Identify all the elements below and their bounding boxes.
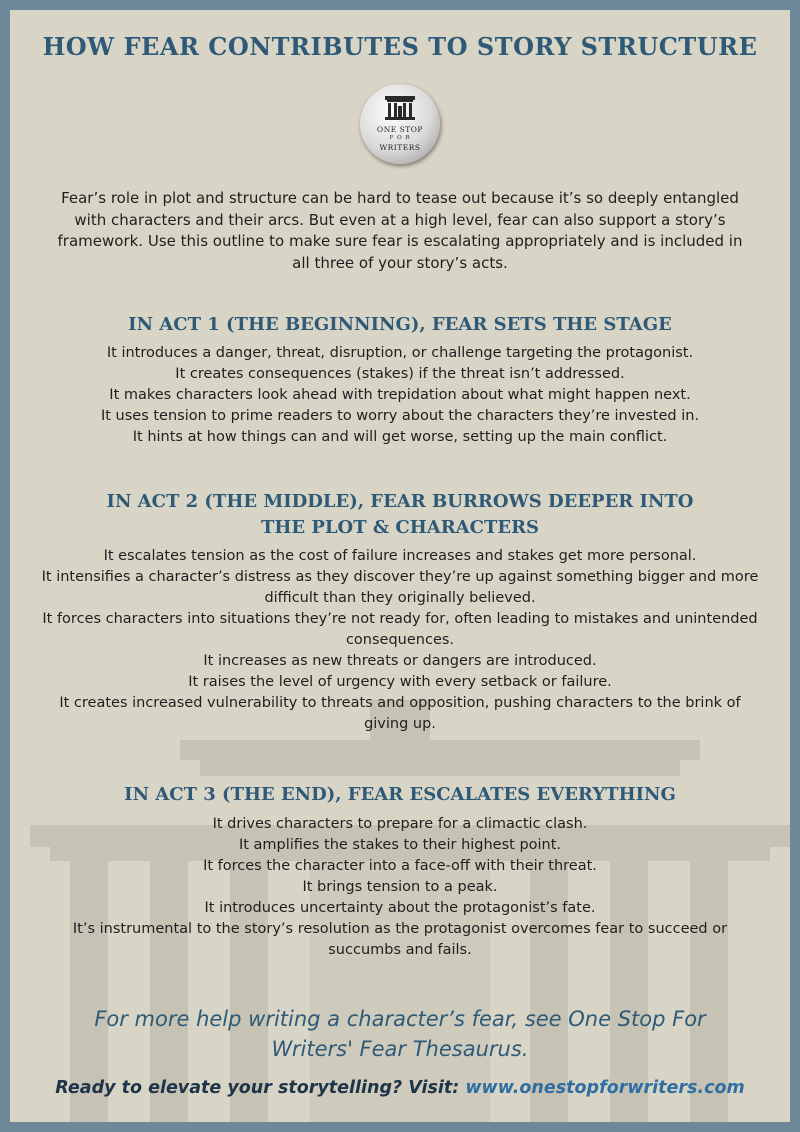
- list-item: It amplifies the stakes to their highest point.: [238, 837, 562, 853]
- list-item: It increases as new threats or dangers are introduced.: [203, 653, 597, 669]
- act-1-list: [30, 343, 770, 448]
- act-2-heading: [30, 489, 770, 541]
- infographic-page: [10, 10, 790, 1122]
- list-item: It uses tension to prime readers to worry about the characters they’re invested in.: [100, 408, 700, 424]
- act-3-heading: IN ACT 3 (THE END), FEAR ESCALATES EVERYTHING: [124, 784, 676, 805]
- logo-text-writers: WRITERS: [379, 143, 421, 152]
- list-item: It hints at how things can and will get worse, setting up the main conflict.: [132, 429, 668, 445]
- list-item: It escalates tension as the cost of failure increases and stakes get more personal.: [103, 548, 697, 564]
- one-stop-for-writers-logo[interactable]: [360, 84, 440, 164]
- list-item: It creates consequences (stakes) if the threat isn’t addressed.: [175, 366, 625, 382]
- act-2-heading-line-2: THE PLOT & CHARACTERS: [260, 517, 540, 538]
- list-item: It’s instrumental to the story’s resolution as the protagonist overcomes fear to succeed or succumbs and fails.: [72, 921, 728, 958]
- call-to-action: [10, 1078, 790, 1098]
- list-item: It makes characters look ahead with trepidation about what might happen next.: [109, 387, 691, 403]
- logo-text-one-stop: ONE STOP: [377, 125, 423, 134]
- list-item: It introduces uncertainty about the protagonist’s fate.: [204, 900, 596, 916]
- act-2-heading-line-1: IN ACT 2 (THE MIDDLE), FEAR BURROWS DEEPER INTO: [106, 491, 694, 512]
- list-item: It brings tension to a peak.: [302, 879, 498, 895]
- list-item: It creates increased vulnerability to threats and opposition, pushing characters to the brink of giving up.: [59, 695, 741, 732]
- list-item: It intensifies a character’s distress as they discover they’re up against something bigger and more difficult than they originally believed.: [41, 569, 759, 606]
- logo-text-for: F O R: [389, 135, 411, 141]
- list-item: It drives characters to prepare for a climactic clash.: [212, 816, 588, 832]
- act-3-list: [60, 814, 740, 961]
- list-item: It forces the character into a face-off with their threat.: [203, 858, 597, 874]
- page-title: HOW FEAR CONTRIBUTES TO STORY STRUCTURE: [42, 32, 758, 61]
- cta-text: Ready to elevate your storytelling? Visit:: [55, 1078, 460, 1098]
- list-item: It raises the level of urgency with every setback or failure.: [188, 674, 612, 690]
- act-2-list: [40, 546, 760, 735]
- building-logo-icon: [384, 94, 416, 122]
- intro-paragraph: Fear’s role in plot and structure can be hard to tease out because it’s so deeply entangled with characters and their arcs. But even at a high level, fear can also support a story’s framework. Use this outline to make sure fear is escalating appropriately and is included in all three of your story’s acts.: [57, 189, 743, 272]
- fear-thesaurus-note: For more help writing a character’s fear, see One Stop For Writers' Fear Thesaurus.: [94, 1007, 706, 1061]
- act-1-heading: IN ACT 1 (THE BEGINNING), FEAR SETS THE STAGE: [128, 314, 672, 335]
- website-link[interactable]: www.onestopforwriters.com: [465, 1078, 745, 1098]
- list-item: It forces characters into situations they’re not ready for, often leading to mistakes and unintended consequences.: [42, 611, 758, 648]
- list-item: It introduces a danger, threat, disruption, or challenge targeting the protagonist.: [106, 345, 694, 361]
